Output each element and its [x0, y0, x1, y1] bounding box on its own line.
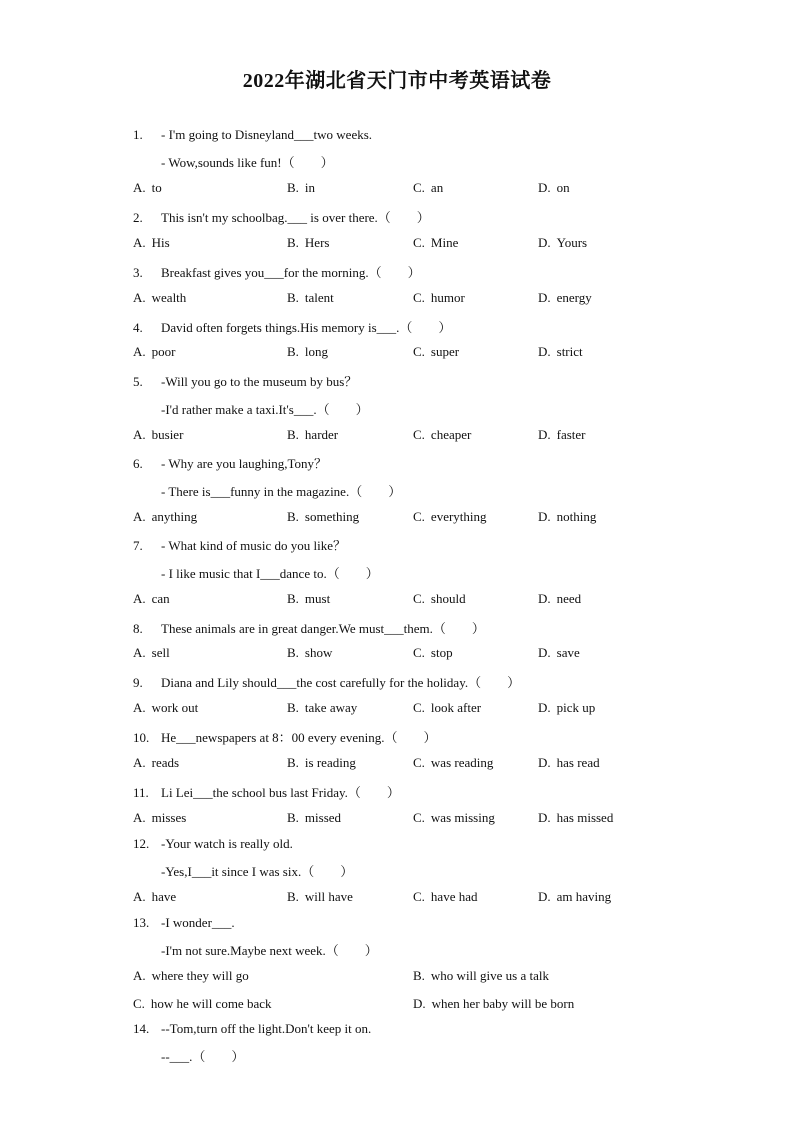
question-stem [133, 618, 485, 637]
option-a[interactable]: A. wealth [133, 290, 187, 305]
question-text-line-2: --___.（ ） [161, 1049, 245, 1064]
page-title: 2022年湖北省天门市中考英语试卷 [242, 70, 552, 92]
option-d[interactable]: D. pick up [538, 700, 596, 715]
question-stem [133, 207, 430, 226]
question-number: 6. [133, 456, 143, 471]
option-c[interactable]: C. have had [413, 889, 478, 904]
option-c[interactable]: C. was missing [413, 810, 495, 825]
option-b[interactable]: B. Hers [287, 235, 330, 250]
option-b[interactable]: B. talent [287, 290, 334, 305]
question-text: David often forgets things.His memory is___.（ ） [161, 320, 452, 335]
question-text: - I'm going to Disneyland___two weeks. [161, 127, 373, 142]
option-b[interactable]: B. in [287, 180, 316, 195]
option-c[interactable]: C. look after [413, 700, 482, 715]
option-d[interactable]: D. am having [538, 889, 612, 904]
question-stem [133, 453, 327, 472]
question-number: 11. [133, 785, 149, 800]
option-a[interactable]: A. poor [133, 344, 176, 359]
option-d[interactable]: D. need [538, 591, 582, 606]
question-number: 2. [133, 210, 143, 225]
question-text-line-2: - There is___funny in the magazine.（ ） [161, 484, 402, 499]
option-a[interactable]: A. work out [133, 700, 199, 715]
question-number: 3. [133, 265, 143, 280]
option-d[interactable]: D. on [538, 180, 570, 195]
question-text-line-2: - I like music that I___dance to.（ ） [161, 566, 379, 581]
question-text: - What kind of music do you like？ [161, 538, 346, 553]
option-c[interactable]: C. should [413, 591, 466, 606]
option-b[interactable]: B. who will give us a talk [413, 968, 549, 983]
question-number: 9. [133, 675, 143, 690]
question-text-line-2: -I'm not sure.Maybe next week.（ ） [161, 943, 378, 958]
question-stem [133, 371, 357, 390]
question-stem [133, 672, 520, 691]
option-d[interactable]: D. nothing [538, 509, 597, 524]
option-d[interactable]: D. when her baby will be born [413, 996, 575, 1011]
question-number: 8. [133, 621, 143, 636]
option-c[interactable]: C. an [413, 180, 444, 195]
question-text: Li Lei___the school bus last Friday.（ ） [161, 785, 400, 800]
question-text: Breakfast gives you___for the morning.（ ） [161, 265, 421, 280]
question-text: -Your watch is really old. [161, 836, 293, 851]
option-a[interactable]: A. can [133, 591, 170, 606]
question-text: -I wonder___. [161, 915, 235, 930]
question-text: --Tom,turn off the light.Don't keep it on. [161, 1021, 372, 1036]
option-a[interactable]: A. have [133, 889, 177, 904]
question-number: 4. [133, 320, 143, 335]
option-c[interactable]: C. Mine [413, 235, 459, 250]
option-c[interactable]: C. cheaper [413, 427, 472, 442]
question-stem [133, 127, 372, 143]
option-d[interactable]: D. save [538, 645, 580, 660]
option-b[interactable]: B. show [287, 645, 333, 660]
option-b[interactable]: B. harder [287, 427, 339, 442]
question-number: 14. [133, 1021, 150, 1036]
question-text-line-2: -I'd rather make a taxi.It's___.（ ） [161, 402, 369, 417]
option-c[interactable]: C. humor [413, 290, 465, 305]
option-b[interactable]: B. take away [287, 700, 358, 715]
question-number: 13. [133, 915, 150, 930]
option-b[interactable]: B. missed [287, 810, 342, 825]
option-a[interactable]: A. busier [133, 427, 184, 442]
option-c[interactable]: C. was reading [413, 755, 494, 770]
question-text-line-2: - Wow,sounds like fun!（ ） [161, 155, 334, 170]
question-text-line-2: -Yes,I___it since I was six.（ ） [161, 864, 354, 879]
option-d[interactable]: D. faster [538, 427, 586, 442]
option-b[interactable]: B. will have [287, 889, 353, 904]
question-text: - Why are you laughing,Tony？ [161, 456, 328, 471]
question-text: These animals are in great danger.We must___them.（ ） [161, 621, 485, 636]
question-text: He___newspapers at 8：00 every evening.（ ） [161, 730, 437, 745]
question-stem [133, 782, 400, 801]
option-a[interactable]: A. anything [133, 509, 198, 524]
question-number: 5. [133, 374, 143, 389]
question-number: 12. [133, 836, 150, 851]
question-number: 7. [133, 538, 143, 553]
option-c[interactable]: C. super [413, 344, 460, 359]
option-c[interactable]: C. how he will come back [133, 996, 272, 1011]
option-b[interactable]: B. is reading [287, 755, 356, 770]
question-stem [133, 1021, 371, 1037]
question-stem [133, 836, 293, 852]
option-b[interactable]: B. must [287, 591, 331, 606]
question-text: This isn't my schoolbag.___ is over there.（ ） [161, 210, 430, 225]
question-number: 1. [133, 127, 143, 142]
option-a[interactable]: A. reads [133, 755, 180, 770]
option-d[interactable]: D. Yours [538, 235, 588, 250]
option-c[interactable]: C. stop [413, 645, 453, 660]
option-a[interactable]: A. where they will go [133, 968, 249, 983]
question-text: -Will you go to the museum by bus？ [161, 374, 358, 389]
question-stem [133, 317, 451, 336]
option-d[interactable]: D. has missed [538, 810, 614, 825]
option-a[interactable]: A. misses [133, 810, 187, 825]
question-stem [133, 727, 436, 746]
option-d[interactable]: D. energy [538, 290, 592, 305]
question-stem [133, 535, 346, 554]
option-d[interactable]: D. has read [538, 755, 600, 770]
option-a[interactable]: A. His [133, 235, 170, 250]
question-number: 10. [133, 730, 150, 745]
option-a[interactable]: A. sell [133, 645, 170, 660]
option-c[interactable]: C. everything [413, 509, 487, 524]
option-b[interactable]: B. long [287, 344, 329, 359]
question-stem [133, 262, 421, 281]
option-d[interactable]: D. strict [538, 344, 583, 359]
option-b[interactable]: B. something [287, 509, 360, 524]
question-stem [133, 915, 235, 931]
question-text: Diana and Lily should___the cost carefully for the holiday.（ ） [161, 675, 521, 690]
option-a[interactable]: A. to [133, 180, 162, 195]
